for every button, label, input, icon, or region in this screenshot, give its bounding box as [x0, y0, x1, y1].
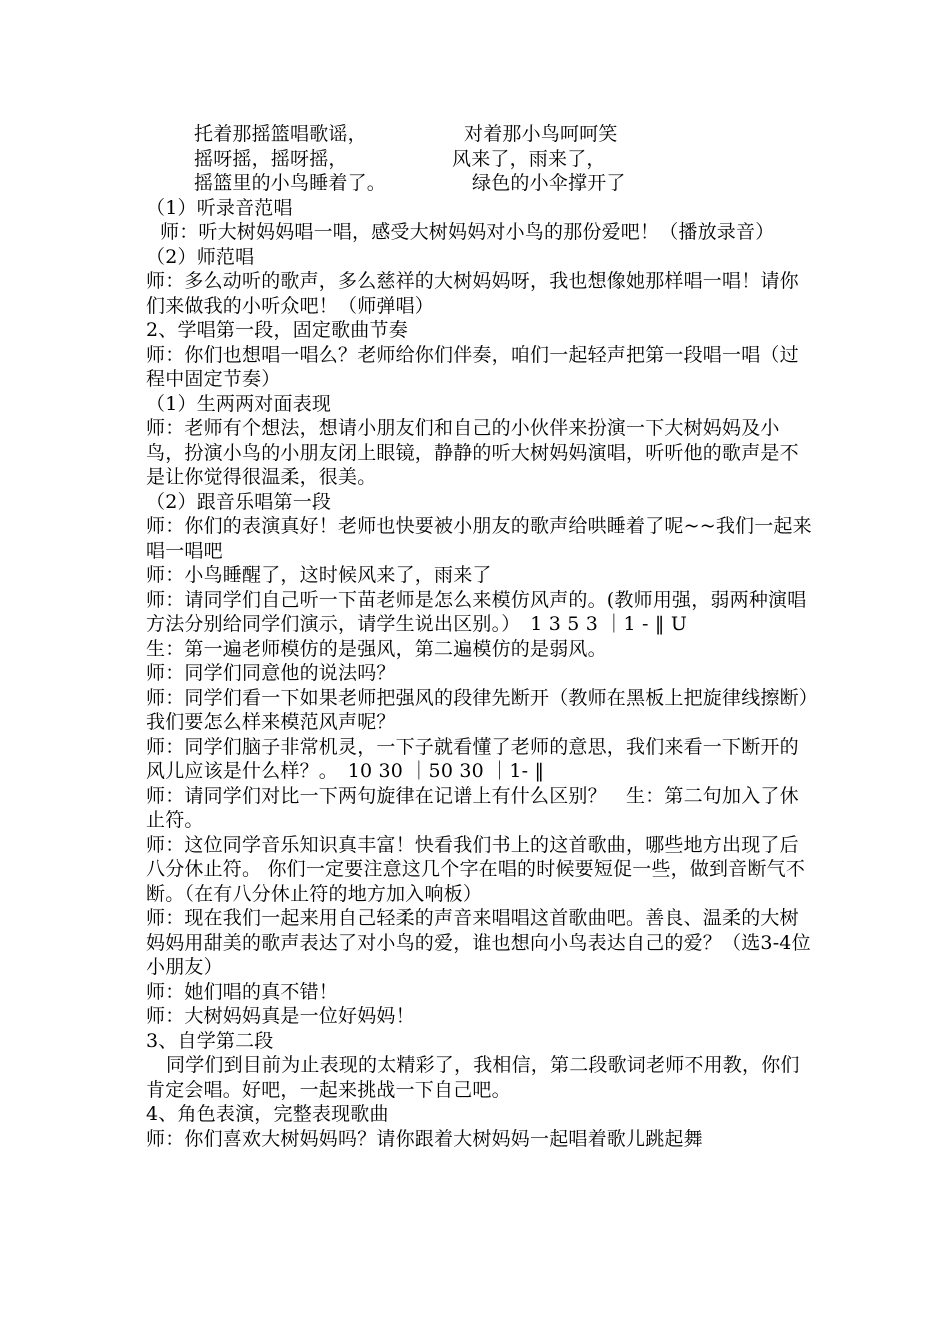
lyric-right: 绿色的小伞撑开了 — [472, 172, 626, 194]
subsection-heading: （2）跟音乐唱第一段 — [146, 490, 332, 513]
paragraph: 师：多么动听的歌声，多么慈祥的大树妈妈呀，我也想像她那样唱一唱！请你们来做我的小听众吧！（师弹唱） — [146, 270, 799, 317]
paragraph: 师：现在我们一起来用自己轻柔的声音来唱唱这首歌曲吧。善良、温柔的大树妈妈用甜美的歌声表达了对小鸟的爱，谁也想向小鸟表达自己的爱？（选3-4位小朋友） — [146, 907, 811, 978]
paragraph: 师：同学们脑子非常机灵，一下子就看懂了老师的意思，我们来看一下断开的风儿应该是什么样？。 10 30 ｜50 30 ｜1- ‖ — [146, 735, 799, 782]
subsection-heading: （1）听录音范唱 — [146, 196, 293, 219]
paragraph: 师：这位同学音乐知识真丰富！快看我们书上的这首歌曲，哪些地方出现了后八分休止符。 你们一定要注意这几个字在唱的时候要短促一些，做到音断气不断。（在有八分休止符的地方加入响板） — [146, 833, 806, 905]
lyric-left: 摇篮里的小鸟睡着了。 — [194, 172, 387, 194]
paragraph: 师：你们的表演真好！老师也快要被小朋友的歌声给哄睡着了呢~~我们一起来唱一唱吧 — [146, 515, 812, 562]
subsection-heading: （2）师范唱 — [146, 245, 255, 268]
paragraph: 师：同学们看一下如果老师把强风的段律先断开（教师在黑板上把旋律线擦断）我们要怎么样来模范风声呢？ — [146, 686, 809, 733]
subsection-heading: （1）生两两对面表现 — [146, 392, 332, 415]
lyrics-block — [194, 122, 816, 196]
paragraph: 师：大树妈妈真是一位好妈妈！ — [146, 1005, 415, 1027]
document-body — [146, 122, 816, 1151]
paragraph: 师：听大树妈妈唱一唱，感受大树妈妈对小鸟的那份爱吧！（播放录音） — [160, 221, 775, 243]
paragraph: 师：你们喜欢大树妈妈吗？请你跟着大树妈妈一起唱着歌儿跳起舞 — [146, 1127, 703, 1150]
lyric-right: 风来了，雨来了， — [452, 147, 606, 170]
lyric-right: 对着那小鸟呵呵笑 — [464, 123, 618, 145]
lyric-left: 摇呀摇，摇呀摇， — [194, 147, 348, 170]
paragraph: 师：她们唱的真不错！ — [146, 980, 339, 1003]
paragraph: 同学们到目前为止表现的太精彩了，我相信，第二段歌词老师不用教，你们肯定会唱。好吧，一起来挑战一下自己吧。 — [146, 1054, 800, 1101]
paragraph: 师：小鸟睡醒了，这时候风来了，雨来了 — [146, 564, 492, 586]
section-heading: 3、自学第二段 — [146, 1029, 274, 1052]
lyric-line — [194, 122, 816, 147]
paragraph: 师：老师有个想法，想请小朋友们和自己的小伙伴来扮演一下大树妈妈及小鸟，扮演小鸟的小朋友闭上眼镜，静静的听大树妈妈演唱，听听他的歌声是不是让你觉得很温柔，很美。 — [146, 417, 799, 488]
lyric-line — [194, 171, 816, 196]
paragraph: 师：请同学们对比一下两句旋律在记谱上有什么区别？ 生：第二句加入了休止符。 — [146, 784, 799, 831]
section-heading: 2、学唱第一段，固定歌曲节奏 — [146, 319, 408, 341]
paragraph: 师：请同学们自己听一下苗老师是怎么来模仿风声的。(教师用强，弱两种演唱方法分别给同学们演示，请学生说出区别。） 1 3 5 3 ｜1 - ‖ U — [146, 588, 807, 635]
lyric-line — [194, 147, 816, 172]
paragraph: 师：同学们同意他的说法吗？ — [146, 662, 396, 684]
section-heading: 4、角色表演，完整表现歌曲 — [146, 1103, 389, 1125]
paragraph: 生：第一遍老师模仿的是强风，第二遍模仿的是弱风。 — [146, 637, 607, 660]
paragraph: 师：你们也想唱一唱么？老师给你们伴奏，咱们一起轻声把第一段唱一唱（过程中固定节奏） — [146, 343, 799, 390]
lyric-left: 托着那摇篮唱歌谣， — [194, 123, 367, 145]
